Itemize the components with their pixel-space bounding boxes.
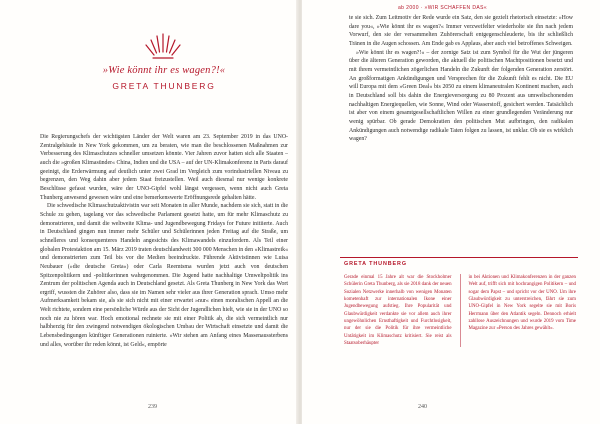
info-box (340, 257, 578, 378)
column-divider (460, 274, 461, 347)
paragraph: »Wie könnt ihr es wagen?!« – der zornige Satz ist zum Symbol für die Wut der jüngeren über die älteren Generation geworden, die aktuell die politischen Machtpositionen besetzt und mit ihrem vermeintlichen zögerlichen Handeln die Zukunft der folgenden Generation zerstört. An großformatigen Ankündigungen und Versprechen für die Zukunft fehlt es nicht. Die EU will Europa mit dem »Green Deal« bis 2050 zu einem klimaneutralen Kontinent machen, auch in Deutschland soll bis dahin die Energieversorgung zu 80 Prozent aus umweltschonenden nachhaltigen Energiequellen, wie Sonne, Wind oder Wasserstoff, gesichert werden. Tatsächlich ist aber von einem gesamtgesellschaftlichen Willen zu einer grundlegenden Veränderung nur wenig spürbar. Ob gerade Demokratien den politischen Mut aufbringen, den radikalen Ankündigungen auch notwendige radikale Taten folgen zu lassen, ist unklar. Ob sie es wirklich wagen? (349, 49, 573, 143)
right-body-text (349, 14, 573, 248)
chapter-title: »Wie könnt ihr es wagen?!« (102, 65, 226, 76)
running-head: ab 2000 · »WIR SCHAFFEN DAS« (398, 5, 488, 11)
left-body-text (40, 133, 288, 397)
page-number-right: 240 (418, 404, 427, 410)
left-page (0, 0, 298, 424)
info-box-column-1: Gerade einmal 15 Jahre alt war die Stockholmer Schülerin Greta Thunberg, als sie 2018 dank der neuen Sozialen Netzwerke innerhalb von wenigen Monaten kometenhaft zur internationalen Ikone einer Jugendbewegung aufstieg. Ihre Popularität und Glaubwürdigkeit verdankte sie vor allem auch ihrer ungewöhnlichen Ernsthaftigkeit und Furchtlosigkeit, nur der sie die Politik für ihre vermeintliche Untätigkeit im Klimaschutz kritisiert. Sie reist als Staatsoberhäupter (344, 275, 452, 347)
paragraph: Die schwedische Klimaschutzaktivistin war seit Monaten in aller Munde, nachdem sie sich, statt in die Schule zu gehen, tagelang vor das schwedische Parlament gesetzt hatte, um für mehr Klimaschutz zu demonstrieren, und damit die weltweite Klima- und Jugendbewegung Fridays for Future initiierte. Auch in Deutschland gingen nun immer mehr Schüler und Schülerinnen jeden Freitag auf die Straße, um schnelleres und konsequenteres Handeln angesichts des Klimawandels einzufordern. Als Teil einer globalen Protestaktion am 15. März 2019 traten deutschlandweit 300 000 Menschen in den »Klimastreik« und demonstrierten zum Teil bis vor die Medien beeindruckte. Führende Aktivistinnen wie Luisa Neubauer (»die deutsche Greta«) oder Carla Reemtsma wurden jetzt auch von deutschen Spitzenpolitikern und -politikerinnen wahrgenommen. Die Jugend hatte nachhaltige Umweltpolitik ins Zentrum der politischen Agenda auch in Deutschland gesetzt. Als Greta Thunberg in New York das Wort ergriff, wussten die Zuhörer also, dass sie im Namen sehr vieler aus ihrer Generation sprach. Umso mehr Aufmerksamkeit bekam sie, als sie sich nicht mit einer erwartet »nur« einen moralischen Appell an die Welt richtete, sondern eine persönliche Würde aus der Sicht der Jugendlichen hielt, wie sie in der UNO so noch nie zu hören war. Hoch emotional rechnete sie mit einer Politik ab, die sich vermeintlich nur halbherzig für den zwingend notwendigen ökologischen Umbau der Wirtschaft einsetzte und damit die Lebensbedingungen künftiger Generationen ruinierte. »Wir stehen am Anfang eines Massenaussterbens und alles, worüber ihr reden könnt, ist Geld«, empörte (40, 203, 288, 348)
paragraph: Die Regierungschefs der wichtigsten Länder der Welt waren am 23. September 2019 in das UNO-Zentralgebäude in New York gekommen, um zu beraten, wie man die beschlossenen Maßnahmen zur Verbesserung des Klimaschutzes schneller umsetzen könnte. Vier Jahren zuvor hatten sich alle Staaten – auch die »großen Klimasünder« China, Indien und die USA – auf der UN-Klimakonferenz in Paris darauf geeinigt, die Erderwärmung auf deutlich unter zwei Grad im Vergleich zum vorindustriellen Niveau zu begrenzen, den Weg dahin aber jedem Staat freizustellen. Weil auch diesmal nur wenige konkrete Beschlüsse gefasst wurden, wäre der UNO-Gipfel wohl längst vergessen, wenn nicht auch Greta Thunberg anwesend gewesen wäre und eine bemerkenswerte Eröffnungsrede gehalten hätte. (40, 134, 288, 201)
info-box-column-2: in bei Aktionen und Klimakonferenzen in der ganzen Welt auf, trifft sich mit hochrangigen Politikern – und sogar dem Papst – und spricht vor der UNO. Um ihre Glaubwürdigkeit zu unterstreichen, fährt sie zum UNO-Gipfel in New York segelte sie mit Boris Herrmann über den Atlantik segeln. Dennoch erhielt zahllose Auszeichnungen und wurde 2019 vom Time Magazine zur »Person des Jahres gewählt«. (468, 275, 576, 332)
info-box-columns (344, 274, 576, 347)
wreath-icon (143, 30, 183, 62)
chapter-author: GRETA THUNBERG (112, 81, 216, 91)
page-number-left: 239 (148, 404, 157, 410)
paragraph: te sie sich. Zum Leitmotiv der Rede wurde ein Satz, den sie gezielt rhetorisch einsetzte: »How dare you«, »Wie könnt ihr es wagen?« Immer verzweifelter wiederholte sie ihn nach jedem Vorwurf, den sie der versammelten Zuhörerschaft entgegenschleuderte, bis ihr schließlich Tränen in die Augen schossen. Am Ende gab es Applaus, aber auch viel betroffenes Schweigen. (349, 15, 573, 47)
info-box-title: GRETA THUNBERG (344, 261, 407, 267)
